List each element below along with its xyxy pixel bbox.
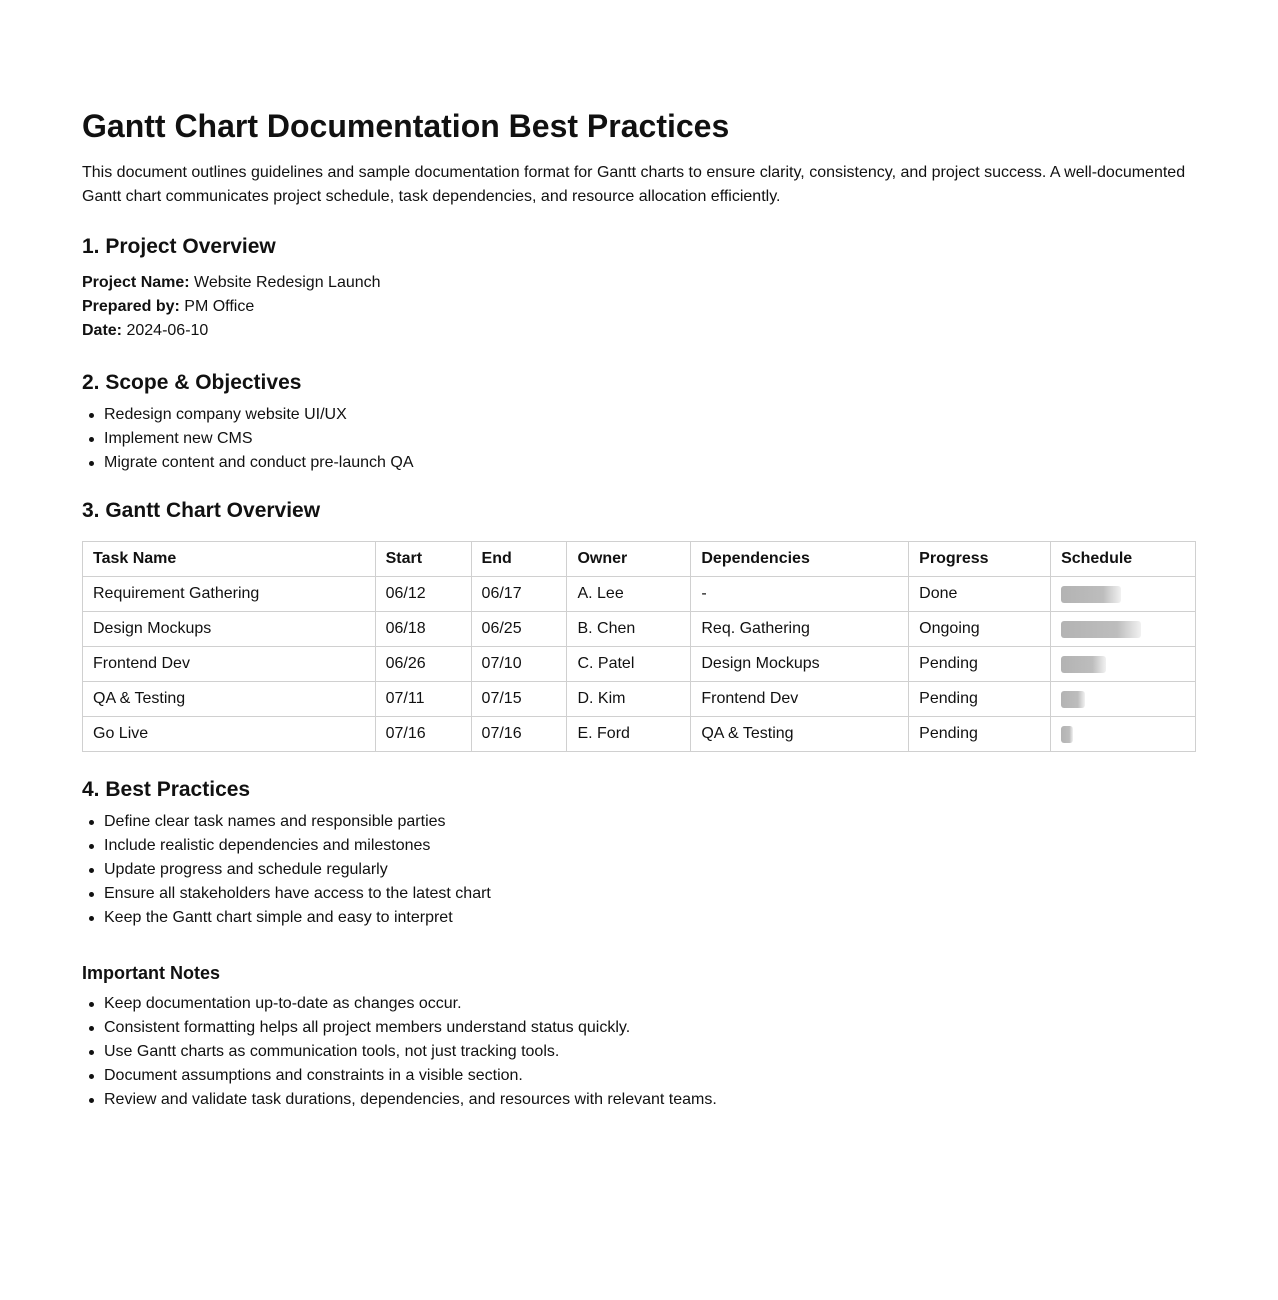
- table-row: [83, 682, 1196, 717]
- important-notes-heading: Important Notes: [82, 963, 221, 983]
- important-notes-section: [82, 960, 1196, 1112]
- date-label: Date:: [82, 322, 123, 339]
- list-item: Review and validate task durations, dependencies, and resources with relevant teams.: [104, 1088, 1196, 1112]
- schedule-bar: [1061, 656, 1106, 673]
- schedule-cell: [1051, 717, 1196, 752]
- schedule-cell: [1051, 577, 1196, 612]
- list-item: Keep the Gantt chart simple and easy to interpret: [104, 906, 1196, 930]
- owner-cell: B. Chen: [567, 612, 691, 647]
- prepared-by-label: Prepared by:: [82, 298, 180, 315]
- end-cell: 06/25: [471, 612, 567, 647]
- start-cell: 07/11: [375, 682, 471, 717]
- column-header: Task Name: [83, 542, 376, 577]
- progress-cell: Pending: [909, 647, 1051, 682]
- list-item: Define clear task names and responsible parties: [104, 810, 1196, 834]
- page-title: Gantt Chart Documentation Best Practices: [82, 108, 730, 144]
- start-cell: 06/18: [375, 612, 471, 647]
- prepared-by-row: [82, 295, 1196, 319]
- end-cell: 07/15: [471, 682, 567, 717]
- task-name-cell: QA & Testing: [83, 682, 376, 717]
- important-notes-list: [82, 992, 1196, 1112]
- schedule-cell: [1051, 647, 1196, 682]
- project-overview-section: [82, 233, 1196, 343]
- end-cell: 06/17: [471, 577, 567, 612]
- start-cell: 06/26: [375, 647, 471, 682]
- task-name-cell: Go Live: [83, 717, 376, 752]
- best-practices-heading: 4. Best Practices: [82, 778, 251, 801]
- dependencies-cell: -: [691, 577, 909, 612]
- dependencies-cell: Design Mockups: [691, 647, 909, 682]
- list-item: Include realistic dependencies and milestones: [104, 834, 1196, 858]
- gantt-overview-section: [82, 497, 1196, 752]
- owner-cell: D. Kim: [567, 682, 691, 717]
- owner-cell: C. Patel: [567, 647, 691, 682]
- end-cell: 07/10: [471, 647, 567, 682]
- owner-cell: A. Lee: [567, 577, 691, 612]
- table-row: [83, 612, 1196, 647]
- task-name-cell: Frontend Dev: [83, 647, 376, 682]
- column-header: Dependencies: [691, 542, 909, 577]
- list-item: Redesign company website UI/UX: [104, 403, 1196, 427]
- list-item: Document assumptions and constraints in a visible section.: [104, 1064, 1196, 1088]
- start-cell: 06/12: [375, 577, 471, 612]
- list-item: Update progress and schedule regularly: [104, 858, 1196, 882]
- column-header: Owner: [567, 542, 691, 577]
- list-item: Consistent formatting helps all project members understand status quickly.: [104, 1016, 1196, 1040]
- task-name-cell: Design Mockups: [83, 612, 376, 647]
- schedule-bar: [1061, 691, 1085, 708]
- column-header: Progress: [909, 542, 1051, 577]
- schedule-bar: [1061, 621, 1141, 638]
- progress-cell: Pending: [909, 682, 1051, 717]
- best-practices-list: [82, 810, 1196, 930]
- task-name-cell: Requirement Gathering: [83, 577, 376, 612]
- date-value: 2024-06-10: [126, 322, 209, 339]
- column-header: Schedule: [1051, 542, 1196, 577]
- gantt-overview-heading: 3. Gantt Chart Overview: [82, 499, 321, 522]
- table-row: [83, 647, 1196, 682]
- gantt-table: [82, 541, 1196, 752]
- start-cell: 07/16: [375, 717, 471, 752]
- project-details: [82, 271, 1196, 343]
- project-overview-heading: 1. Project Overview: [82, 235, 276, 258]
- dependencies-cell: Req. Gathering: [691, 612, 909, 647]
- schedule-bar: [1061, 586, 1121, 603]
- column-header: End: [471, 542, 567, 577]
- progress-cell: Pending: [909, 717, 1051, 752]
- table-row: [83, 717, 1196, 752]
- intro-paragraph: This document outlines guidelines and sample documentation format for Gantt charts to ensure clarity, consistency, and project success. A well-documented Gantt chart communicates project schedule, task dependencies, and resource allocation efficiently.: [82, 164, 1186, 205]
- project-name-label: Project Name:: [82, 274, 190, 291]
- progress-cell: Done: [909, 577, 1051, 612]
- list-item: Keep documentation up-to-date as changes occur.: [104, 992, 1196, 1016]
- prepared-by-value: PM Office: [184, 298, 255, 315]
- list-item: Migrate content and conduct pre-launch QA: [104, 451, 1196, 475]
- project-name-value: Website Redesign Launch: [194, 274, 381, 291]
- schedule-cell: [1051, 612, 1196, 647]
- scope-list: [82, 403, 1196, 475]
- table-row: [83, 577, 1196, 612]
- schedule-bar: [1061, 726, 1073, 743]
- column-header: Start: [375, 542, 471, 577]
- list-item: Ensure all stakeholders have access to the latest chart: [104, 882, 1196, 906]
- owner-cell: E. Ford: [567, 717, 691, 752]
- scope-section: [82, 369, 1196, 475]
- scope-heading: 2. Scope & Objectives: [82, 371, 302, 394]
- list-item: Implement new CMS: [104, 427, 1196, 451]
- list-item: Use Gantt charts as communication tools, not just tracking tools.: [104, 1040, 1196, 1064]
- dependencies-cell: QA & Testing: [691, 717, 909, 752]
- table-header-row: [83, 542, 1196, 577]
- project-name-row: [82, 271, 1196, 295]
- date-row: [82, 319, 1196, 343]
- progress-cell: Ongoing: [909, 612, 1051, 647]
- schedule-cell: [1051, 682, 1196, 717]
- dependencies-cell: Frontend Dev: [691, 682, 909, 717]
- end-cell: 07/16: [471, 717, 567, 752]
- best-practices-section: [82, 776, 1196, 930]
